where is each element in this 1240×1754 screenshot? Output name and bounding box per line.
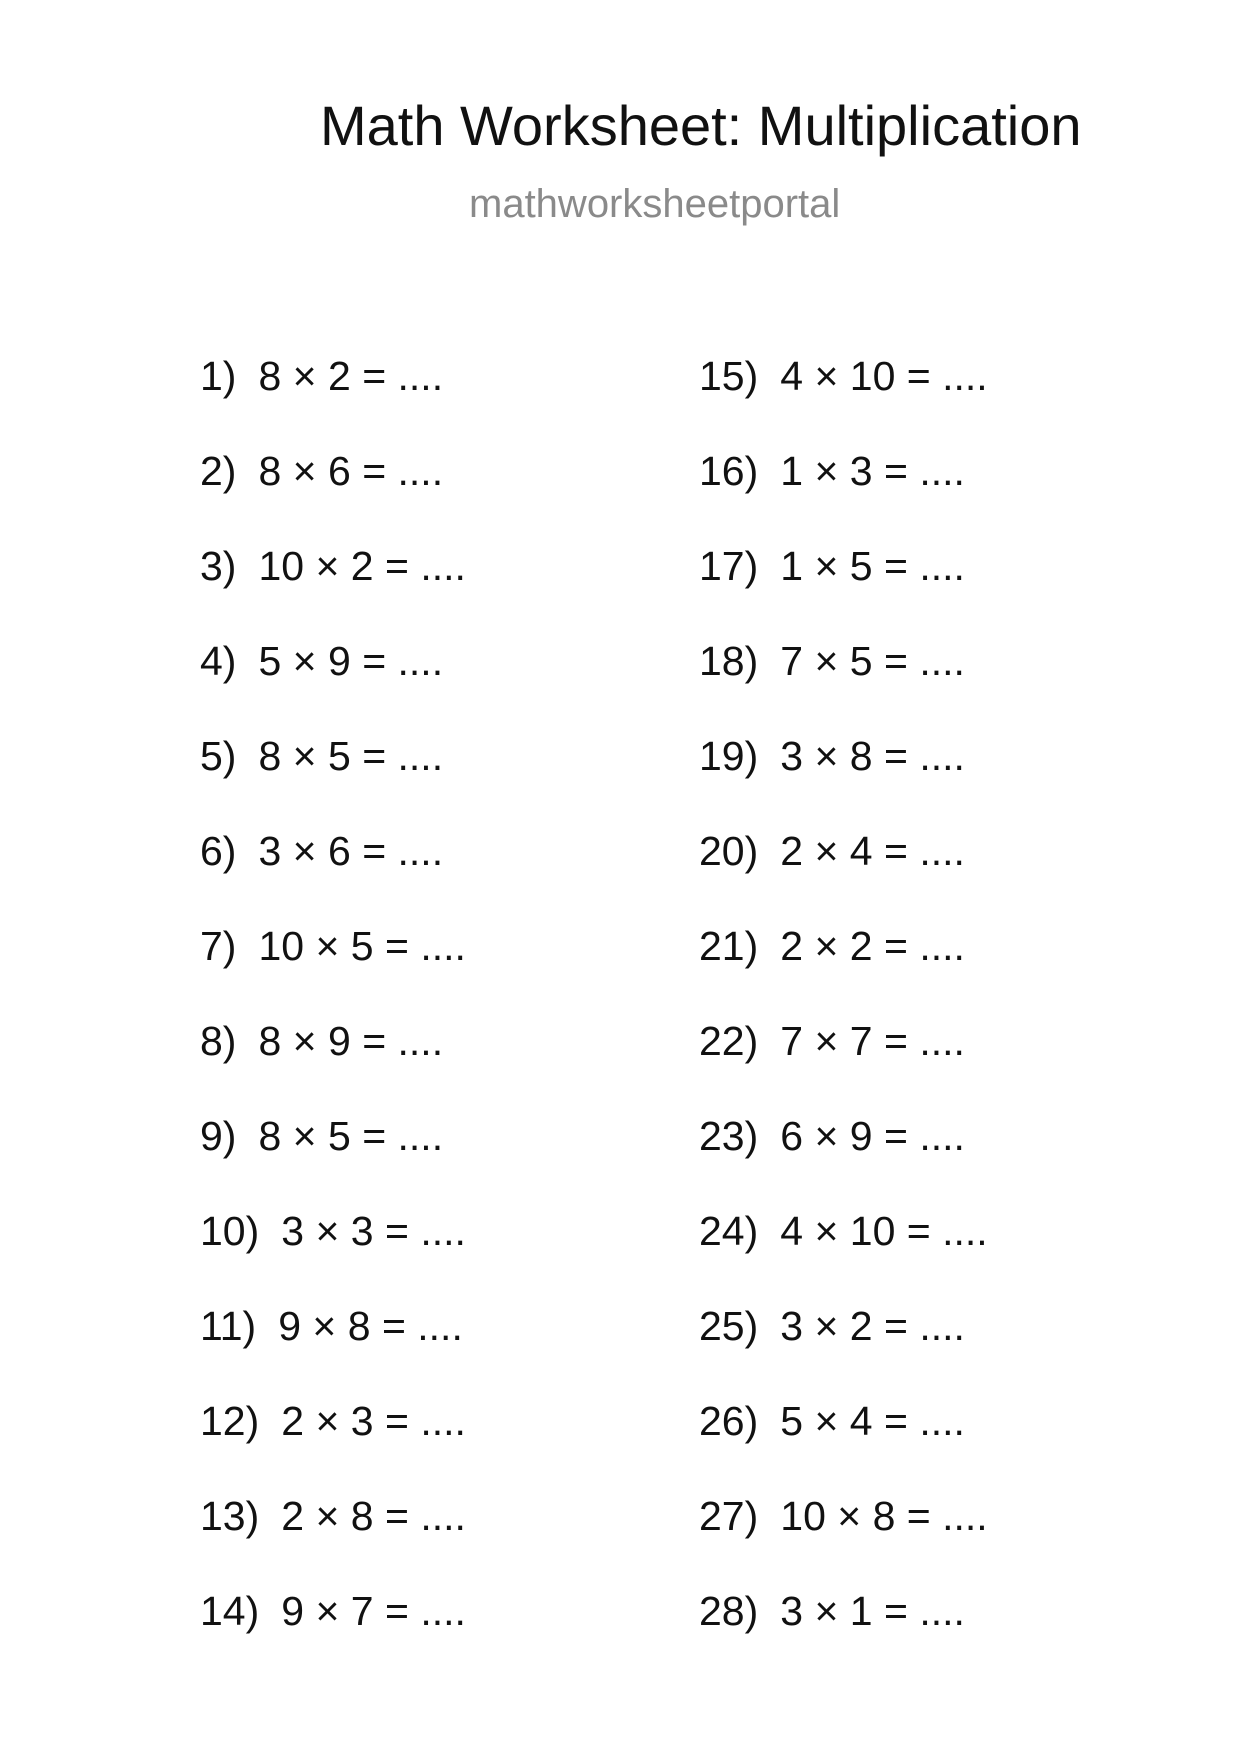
problem-item bbox=[200, 448, 444, 494]
problem-item bbox=[699, 1303, 965, 1349]
problem-expression: 2 × 3 = .... bbox=[281, 1398, 466, 1444]
problem-expression: 1 × 5 = .... bbox=[780, 543, 965, 589]
problem-number: 18) bbox=[699, 638, 759, 684]
problem-item bbox=[699, 1588, 965, 1634]
problem-number: 4) bbox=[200, 638, 237, 684]
problem-item bbox=[200, 1398, 466, 1444]
problem-expression: 8 × 2 = .... bbox=[258, 353, 444, 399]
problem-expression: 4 × 10 = .... bbox=[780, 353, 988, 399]
problem-number: 17) bbox=[699, 543, 759, 589]
problem-number: 26) bbox=[699, 1398, 759, 1444]
problem-number: 14) bbox=[200, 1588, 260, 1634]
problem-expression: 10 × 2 = .... bbox=[258, 543, 466, 589]
problem-number: 9) bbox=[200, 1113, 237, 1159]
problem-expression: 3 × 2 = .... bbox=[780, 1303, 965, 1349]
problem-item bbox=[699, 448, 965, 494]
problem-item bbox=[200, 1208, 466, 1254]
problem-number: 21) bbox=[699, 923, 759, 969]
problem-item bbox=[200, 1018, 444, 1064]
problem-item bbox=[699, 733, 965, 779]
problem-expression: 8 × 9 = .... bbox=[258, 1018, 444, 1064]
problem-number: 20) bbox=[699, 828, 759, 874]
problem-number: 28) bbox=[699, 1588, 759, 1634]
problem-number: 7) bbox=[200, 923, 237, 969]
page-subtitle: mathworksheetportal bbox=[469, 182, 841, 226]
problem-number: 15) bbox=[699, 353, 759, 399]
problem-item bbox=[200, 1303, 463, 1349]
problem-number: 27) bbox=[699, 1493, 759, 1539]
problem-item bbox=[699, 353, 988, 399]
problem-item bbox=[200, 828, 444, 874]
problem-expression: 9 × 7 = .... bbox=[281, 1588, 466, 1634]
problem-item bbox=[200, 923, 466, 969]
problem-number: 6) bbox=[200, 828, 237, 874]
problem-item bbox=[699, 1018, 965, 1064]
problem-expression: 3 × 6 = .... bbox=[258, 828, 444, 874]
problem-expression: 7 × 7 = .... bbox=[780, 1018, 965, 1064]
problem-item bbox=[200, 353, 444, 399]
problem-item bbox=[699, 828, 965, 874]
problem-expression: 3 × 1 = .... bbox=[780, 1588, 965, 1634]
problem-expression: 1 × 3 = .... bbox=[780, 448, 965, 494]
problem-item bbox=[200, 1493, 466, 1539]
problem-number: 12) bbox=[200, 1398, 260, 1444]
problem-number: 24) bbox=[699, 1208, 759, 1254]
problem-item bbox=[200, 733, 444, 779]
problem-item bbox=[200, 638, 444, 684]
problem-item bbox=[699, 638, 965, 684]
problem-expression: 8 × 6 = .... bbox=[258, 448, 444, 494]
problem-expression: 10 × 8 = .... bbox=[780, 1493, 988, 1539]
problem-expression: 3 × 3 = .... bbox=[281, 1208, 466, 1254]
problem-number: 16) bbox=[699, 448, 759, 494]
problem-expression: 8 × 5 = .... bbox=[258, 733, 444, 779]
problem-number: 3) bbox=[200, 543, 237, 589]
problem-expression: 9 × 8 = .... bbox=[278, 1303, 463, 1349]
problem-expression: 4 × 10 = .... bbox=[780, 1208, 988, 1254]
problem-number: 1) bbox=[200, 353, 237, 399]
problem-item bbox=[200, 1113, 444, 1159]
problem-number: 2) bbox=[200, 448, 237, 494]
problem-number: 25) bbox=[699, 1303, 759, 1349]
problem-expression: 2 × 4 = .... bbox=[780, 828, 965, 874]
problem-item bbox=[699, 543, 965, 589]
problem-number: 8) bbox=[200, 1018, 237, 1064]
problem-item bbox=[699, 1398, 965, 1444]
problem-expression: 6 × 9 = .... bbox=[780, 1113, 965, 1159]
problem-number: 5) bbox=[200, 733, 237, 779]
problem-item bbox=[200, 1588, 466, 1634]
problem-expression: 2 × 2 = .... bbox=[780, 923, 965, 969]
problem-item bbox=[699, 1208, 988, 1254]
problem-item bbox=[200, 543, 466, 589]
problem-number: 23) bbox=[699, 1113, 759, 1159]
problem-expression: 8 × 5 = .... bbox=[258, 1113, 444, 1159]
problem-expression: 10 × 5 = .... bbox=[258, 923, 466, 969]
problem-item bbox=[699, 1113, 965, 1159]
problem-number: 22) bbox=[699, 1018, 759, 1064]
page-title: Math Worksheet: Multiplication bbox=[320, 94, 1082, 157]
problem-item bbox=[699, 923, 965, 969]
problem-number: 11) bbox=[200, 1303, 257, 1349]
problem-expression: 3 × 8 = .... bbox=[780, 733, 965, 779]
problem-expression: 7 × 5 = .... bbox=[780, 638, 965, 684]
problem-number: 13) bbox=[200, 1493, 260, 1539]
problem-expression: 2 × 8 = .... bbox=[281, 1493, 466, 1539]
problem-expression: 5 × 9 = .... bbox=[258, 638, 444, 684]
problem-number: 10) bbox=[200, 1208, 260, 1254]
problem-expression: 5 × 4 = .... bbox=[780, 1398, 965, 1444]
problem-item bbox=[699, 1493, 988, 1539]
problem-number: 19) bbox=[699, 733, 759, 779]
